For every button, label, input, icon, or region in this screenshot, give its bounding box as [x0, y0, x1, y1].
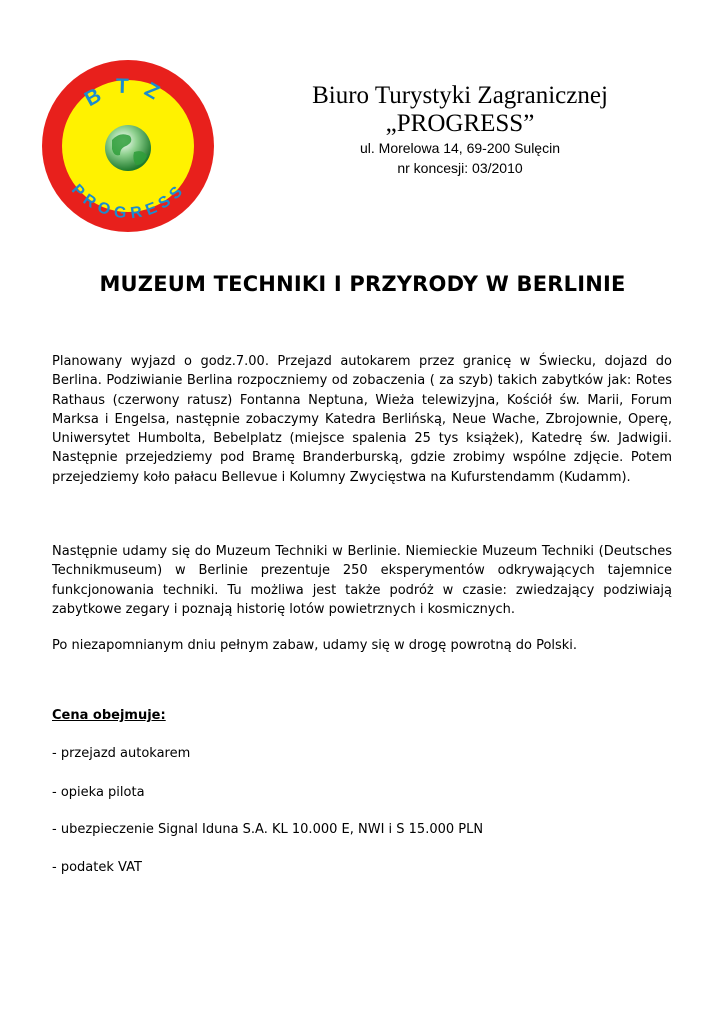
company-name: Biuro Turystyki Zagranicznej	[312, 82, 608, 109]
price-heading: Cena obejmuje:	[52, 708, 166, 723]
price-item: - przejazd autokarem	[52, 746, 191, 761]
company-address: ul. Morelowa 14, 69-200 Sulęcin	[359, 140, 560, 156]
price-item: - podatek VAT	[52, 860, 142, 875]
logo-text-top: BTZ	[80, 74, 176, 112]
btz-progress-logo	[42, 60, 214, 232]
globe-icon	[105, 125, 151, 171]
return-paragraph: Po niezapomnianym dniu pełnym zabaw, udamy się w drogę powrotną do Polski.	[52, 638, 578, 653]
description-paragraph: Planowany wyjazd o godz.7.00. Przejazd autokarem przez granicę w Świecku, dojazd do Berlina. Podziwianie Berlina rozpoczniemy od zobaczenia ( za szyb) takich zabytków jak: Rotes Rathaus (czerwony ratusz) Fontanna Neptuna, Wieża telewizyjna, Kościół św. Marii, Forum Marksa i Engelsa, następnie zobaczymy Katedra Berlińską, Neue Wache, Zbrojownie, Operę, Uniwersytet Humbolta, Bebelplatz (miejsce spalenia 25 tys książek), Katedrę św. Jadwigii. Następnie przejedziemy pod Bramę Branderburską, gdzie zrobimy wspólne zdjęcie. Potem przejedziemy koło pałacu Bellevue i Kolumny Zwycięstwa na Kufurstendamm (Kudamm).	[52, 354, 672, 485]
price-item: - ubezpieczenie Signal Iduna S.A. KL 10.000 E, NWI i S 15.000 PLN	[52, 822, 484, 837]
logo-text-bottom: PROGRESS	[67, 181, 189, 223]
museum-paragraph: Następnie udamy się do Muzeum Techniki w Berlinie. Niemieckie Muzeum Techniki (Deutsches Technikmuseum) w Berlinie prezentuje 250 eksperymentów odkrywających tajemnice funkcjonowania techniki. Tu możliwa jest także podróż w czasie: zwiedzający podziwiają zabytkowe zegary i poznają historię lotów powietrznych i kosmicznych.	[52, 544, 672, 617]
company-brand: „PROGRESS”	[385, 110, 535, 137]
company-license: nr koncesji: 03/2010	[397, 160, 523, 176]
page-title: MUZEUM TECHNIKI I PRZYRODY W BERLINIE	[99, 272, 626, 296]
price-item: - opieka pilota	[52, 785, 145, 800]
